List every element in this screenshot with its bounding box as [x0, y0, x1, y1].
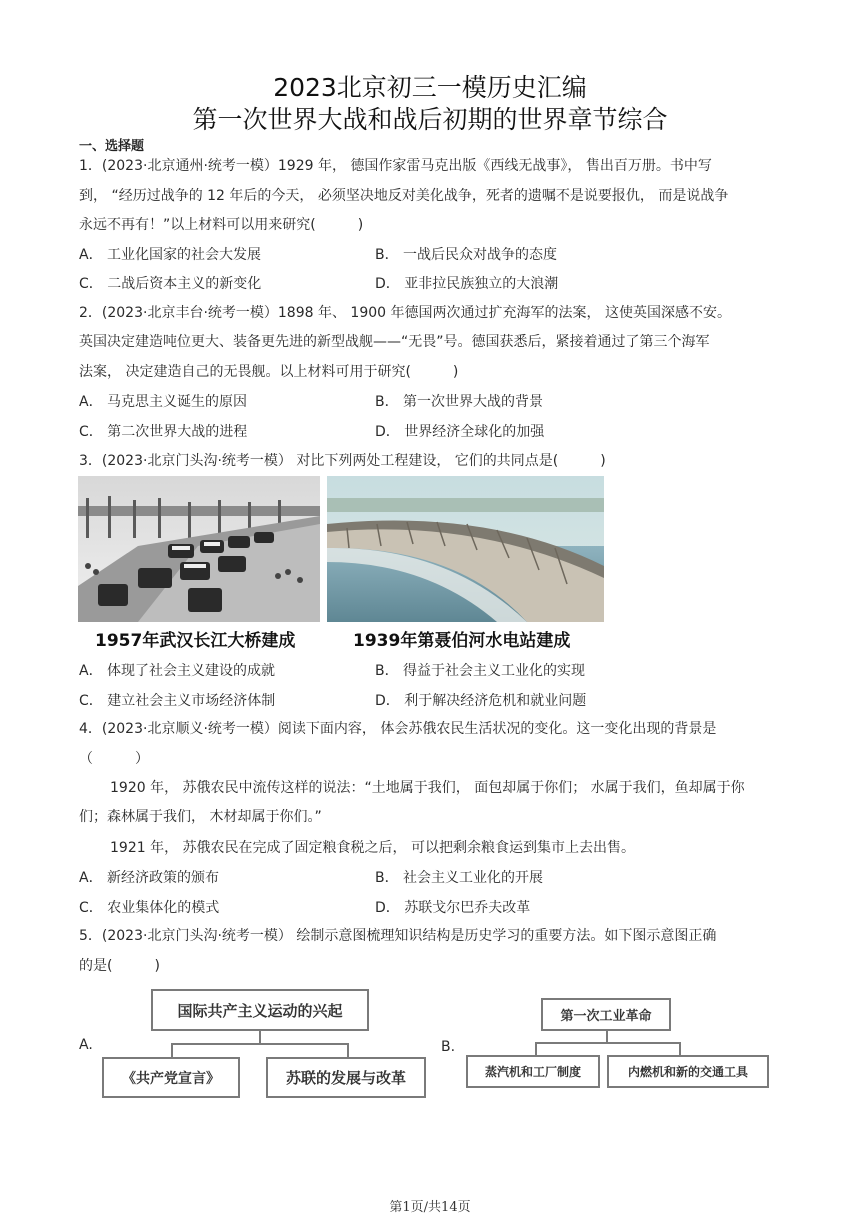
- q1-line: 1．(2023·北京通州·统考一模）1929 年， 德国作家雷马克出版《西线无战事》， 售出百万册。书中写: [79, 158, 712, 174]
- diagram-a-top-box: 国际共产主义运动的兴起: [151, 989, 369, 1031]
- diagram-b-connector: [535, 1042, 681, 1056]
- q2-option-d[interactable]: D． 世界经济全球化的加强: [375, 424, 545, 440]
- photo-caption-dam: 1939年第聂伯河水电站建成: [353, 631, 571, 651]
- q2-option-a[interactable]: A． 马克思主义诞生的原因: [79, 394, 248, 410]
- q1-option-a[interactable]: A． 工业化国家的社会大发展: [79, 247, 262, 263]
- q1-line: 到， “经历过战争的 12 年后的今天， 必须坚决地反对美化战争，死者的遗嘱不是说要报仇， 而是说战争: [79, 188, 729, 204]
- diagram-b-left-box: 蒸汽机和工厂制度: [466, 1055, 600, 1088]
- diagram-a-label[interactable]: A.: [79, 1037, 93, 1053]
- q4-quote-line: 1920 年， 苏俄农民中流传这样的说法：“土地属于我们， 面包却属于你们； 水属于我们，鱼却属于你: [110, 780, 745, 796]
- q4-line: 4．(2023·北京顺义·统考一模）阅读下面内容， 体会苏俄农民生活状况的变化。这一变化出现的背景是: [79, 721, 717, 737]
- q1-option-d[interactable]: D． 亚非拉民族独立的大浪潮: [375, 276, 559, 292]
- page-footer: 第1页/共14页: [389, 1200, 471, 1215]
- q2-option-c[interactable]: C． 第二次世界大战的进程: [79, 424, 248, 440]
- diagram-b-label[interactable]: B.: [441, 1039, 456, 1055]
- q4-line: （ ）: [79, 751, 149, 767]
- q4-option-b[interactable]: B． 社会主义工业化的开展: [375, 870, 544, 886]
- q4-quote-line: 1921 年， 苏俄农民在完成了固定粮食税之后， 可以把剩余粮食运到集市上去出售。: [110, 840, 635, 856]
- section-heading: 一、选择题: [79, 139, 145, 154]
- photo-caption-bridge: 1957年武汉长江大桥建成: [95, 631, 296, 651]
- q1-line: 永远不再有！”以上材料可以用来研究( ): [79, 217, 364, 233]
- q3-option-c[interactable]: C． 建立社会主义市场经济体制: [79, 693, 276, 709]
- page-title-line2: 第一次世界大战和战后初期的世界章节综合: [192, 105, 668, 134]
- diagram-a-left-box: 《共产党宣言》: [102, 1057, 240, 1098]
- q1-option-c[interactable]: C． 二战后资本主义的新变化: [79, 276, 262, 292]
- diagram-a-right-box: 苏联的发展与改革: [266, 1057, 426, 1098]
- diagram-a-connector: [171, 1043, 349, 1058]
- page-title-line1: 2023北京初三一模历史汇编: [273, 73, 587, 102]
- wuhan-bridge-photo: [78, 476, 320, 622]
- q5-line: 的是( ): [79, 958, 160, 974]
- q2-line: 2．(2023·北京丰台·统考一模）1898 年、 1900 年德国两次通过扩充海军的法案， 这使英国深感不安。: [79, 305, 731, 321]
- diagram-b-right-box: 内燃机和新的交通工具: [607, 1055, 769, 1088]
- q1-option-b[interactable]: B． 一战后民众对战争的态度: [375, 247, 558, 263]
- q3-line: 3．(2023·北京门头沟·统考一模） 对比下列两处工程建设， 它们的共同点是( ): [79, 453, 606, 469]
- q5-line: 5．(2023·北京门头沟·统考一模） 绘制示意图梳理知识结构是历史学习的重要方法。如下图示意图正确: [79, 928, 717, 944]
- q2-line: 法案， 决定建造自己的无畏舰。以上材料可用于研究( ): [79, 364, 459, 380]
- dnieper-dam-photo: [327, 476, 604, 622]
- q2-option-b[interactable]: B． 第一次世界大战的背景: [375, 394, 544, 410]
- q4-option-d[interactable]: D． 苏联戈尔巴乔夫改革: [375, 900, 531, 916]
- q3-option-d[interactable]: D． 利于解决经济危机和就业问题: [375, 693, 587, 709]
- q4-option-c[interactable]: C． 农业集体化的模式: [79, 900, 220, 916]
- q4-option-a[interactable]: A． 新经济政策的颁布: [79, 870, 220, 886]
- diagram-b-top-box: 第一次工业革命: [541, 998, 671, 1031]
- q3-option-b[interactable]: B． 得益于社会主义工业化的实现: [375, 663, 586, 679]
- q3-option-a[interactable]: A． 体现了社会主义建设的成就: [79, 663, 276, 679]
- q2-line: 英国决定建造吨位更大、装备更先进的新型战舰——“无畏”号。德国获悉后，紧接着通过了第三个海军: [79, 334, 710, 350]
- q4-quote-line: 们；森林属于我们， 木材却属于你们。”: [79, 809, 322, 825]
